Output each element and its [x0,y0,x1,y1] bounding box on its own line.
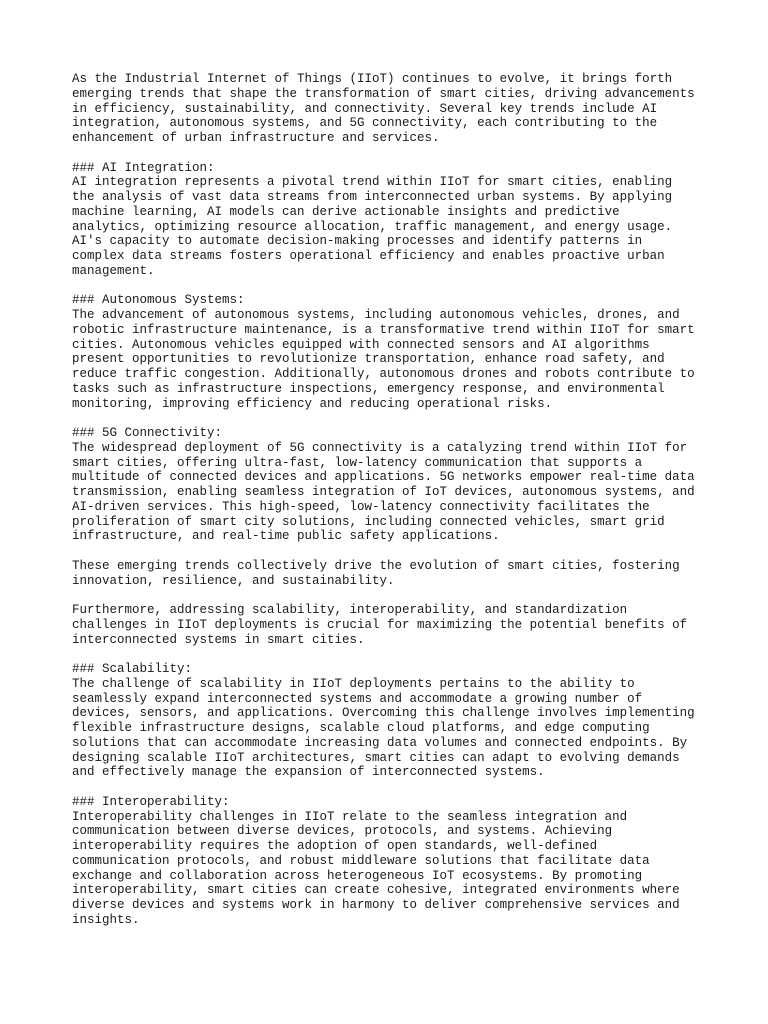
text-line: Interoperability challenges in IIoT relate to the seamless integration and [72,809,628,824]
text-line: tasks such as infrastructure inspections, emergency response, and environmental [72,381,665,396]
text-line: diverse devices and systems work in harmony to deliver comprehensive services and [72,898,680,912]
text-line: AI's capacity to automate decision-making processes and identify patterns in [72,234,643,249]
text-line: communication protocols, and robust middleware solutions that facilitate data [72,853,650,868]
text-line: analytics, optimizing resource allocation, traffic management, and energy usage. [72,219,673,234]
text-line: robotic infrastructure maintenance, is a transformative trend within IIoT for smart [72,322,695,337]
text-line: multitude of connected devices and applications. 5G networks empower real-time data [72,470,695,485]
section-block [72,161,712,279]
section-block [72,662,712,780]
text-line: The challenge of scalability in IIoT deployments pertains to the ability to [72,676,635,691]
section-block [72,293,712,411]
text-line: interconnected systems in smart cities. [72,632,365,647]
text-line: seamlessly expand interconnected systems and accommodate a growing number of [72,691,643,706]
text-line: interoperability requires the adoption of open standards, well-defined [72,839,598,853]
text-line: AI integration represents a pivotal trend within IIoT for smart cities, enabling [72,175,673,190]
document-body [72,72,712,928]
text-line: and effectively manage the expansion of interconnected systems. [72,765,545,780]
section-heading: ### 5G Connectivity: [72,426,223,440]
section-block [72,426,712,544]
text-line: The advancement of autonomous systems, including autonomous vehicles, drones, and [72,308,680,322]
text-line: emerging trends that shape the transformation of smart cities, driving advancements [72,86,695,101]
text-line: innovation, resilience, and sustainability. [72,573,395,588]
text-line: smart cities, offering ultra-fast, low-latency communication that supports a [72,455,643,470]
text-line: interoperability, smart cities can create cohesive, integrated environments where [72,883,680,898]
text-line: cities. Autonomous vehicles equipped with connected sensors and AI algorithms [72,337,650,352]
text-line: enhancement of urban infrastructure and services. [72,131,440,145]
text-line: As the Industrial Internet of Things (IIoT) continues to evolve, it brings forth [72,72,673,86]
section-heading: ### Autonomous Systems: [72,293,245,308]
text-line: integration, autonomous systems, and 5G connectivity, each contributing to the [72,116,658,131]
text-line: exchange and collaboration across heterogeneous IoT ecosystems. By promoting [72,868,643,883]
text-line: reduce traffic congestion. Additionally, autonomous drones and robots contribute to [72,367,695,381]
text-line: the analysis of vast data streams from interconnected urban systems. By applying [72,190,673,204]
text-line: monitoring, improving efficiency and reducing operational risks. [72,396,553,411]
text-line: flexible infrastructure designs, scalable cloud platforms, and edge computing [72,721,650,735]
text-line: Furthermore, addressing scalability, interoperability, and standardization [72,603,628,617]
text-line: solutions that can accommodate increasing data volumes and connected endpoints. By [72,735,688,750]
text-line: infrastructure, and real-time public safety applications. [72,529,500,544]
text-line: machine learning, AI models can derive actionable insights and predictive [72,204,620,219]
text-line: transmission, enabling seamless integration of IoT devices, autonomous systems, and [72,485,695,499]
section-heading: ### Interoperability: [72,794,230,809]
text-line: AI-driven services. This high-speed, low-latency connectivity facilitates the [72,499,650,514]
section-heading: ### Scalability: [72,662,193,676]
paragraph [72,72,712,146]
text-line: The widespread deployment of 5G connectivity is a catalyzing trend within IIoT for [72,440,688,455]
text-line: proliferation of smart city solutions, including connected vehicles, smart grid [72,514,665,529]
text-line: These emerging trends collectively drive the evolution of smart cities, fostering [72,558,680,573]
text-line: challenges in IIoT deployments is crucial for maximizing the potential benefits of [72,617,688,632]
section-block [72,795,712,928]
paragraph [72,603,712,647]
text-line: complex data streams fosters operational efficiency and enables proactive urban [72,249,665,263]
section-heading: ### AI Integration: [72,160,215,175]
text-line: in efficiency, sustainability, and connectivity. Several key trends include AI [72,101,658,116]
document-page [72,72,712,942]
paragraph [72,559,712,589]
text-line: insights. [72,912,140,927]
text-line: communication between diverse devices, protocols, and systems. Achieving [72,824,613,839]
text-line: designing scalable IIoT architectures, smart cities can adapt to evolving demands [72,750,680,765]
text-line: devices, sensors, and applications. Overcoming this challenge involves implementing [72,706,695,721]
text-line: management. [72,263,155,278]
text-line: present opportunities to revolutionize transportation, enhance road safety, and [72,352,665,367]
